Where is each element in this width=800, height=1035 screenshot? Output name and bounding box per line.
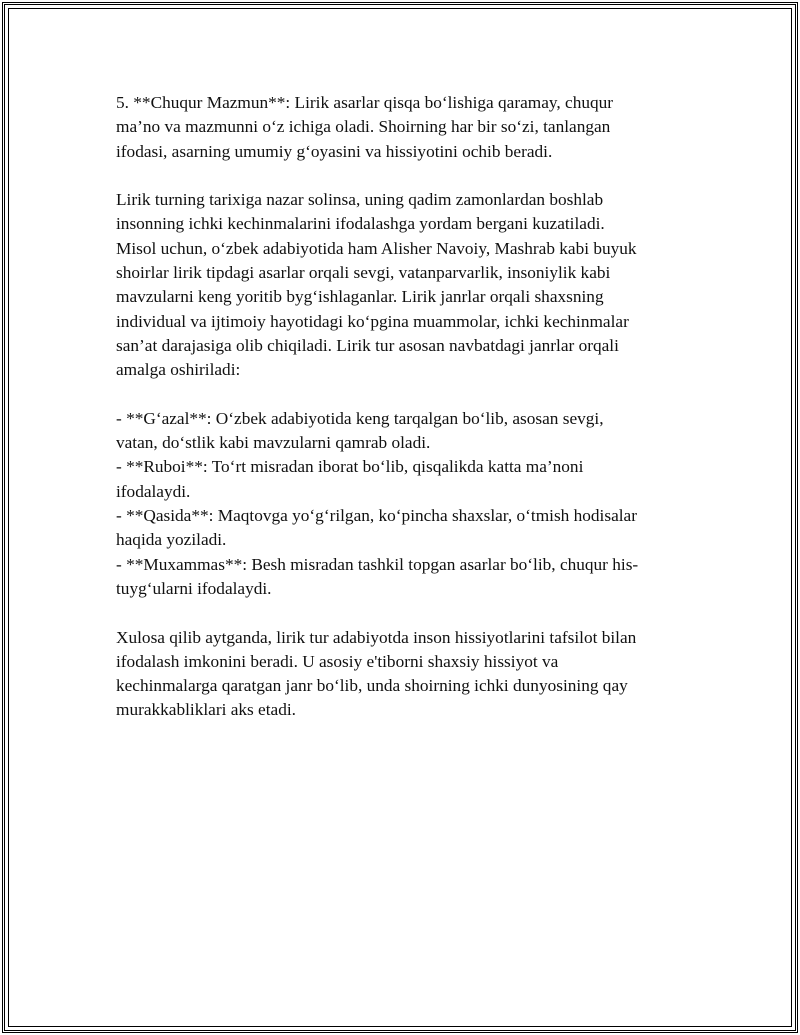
text-line: amalga oshiriladi:	[116, 360, 241, 380]
paragraph-gap	[116, 383, 684, 407]
list-item-line: haqida yoziladi.	[116, 530, 227, 550]
list-item-line: vatan, do‘stlik kabi mavzularni qamrab oladi.	[116, 433, 431, 453]
list-item-line: tuyg‘ularni ifodalaydi.	[116, 578, 272, 598]
paragraph-gap	[116, 164, 684, 188]
text-line: ma’no va mazmunni o‘z ichiga oladi. Shoirning har bir so‘zi, tanlangan	[116, 117, 611, 137]
text-line: Lirik turning tarixiga nazar solinsa, uning qadim zamonlardan boshlab	[116, 190, 604, 210]
text-line: Misol uchun, o‘zbek adabiyotida ham Alisher Navoiy, Mashrab kabi buyuk	[116, 238, 637, 258]
paragraph-gap	[116, 601, 684, 625]
text-line: 5. **Chuqur Mazmun**: Lirik asarlar qisqa bo‘lishiga qaramay, chuqur	[116, 93, 614, 112]
text-line: ifodalash imkonini beradi. U asosiy e'tiborni shaxsiy hissiyot va	[116, 651, 559, 671]
text-line: san’at darajasiga olib chiqiladi. Lirik tur asosan navbatdagi janrlar orqali	[116, 335, 619, 355]
text-line: murakkabliklari aks etadi.	[116, 700, 296, 720]
paragraph-janrlar-list	[116, 407, 684, 601]
text-line: ifodasi, asarning umumiy g‘oyasini va hissiyotini ochib beradi.	[116, 141, 553, 161]
text-line: mavzularni keng yoritib byg‘ishlaganlar. Lirik janrlar orqali shaxsning	[116, 287, 604, 307]
list-item-line: ifodalaydi.	[116, 481, 191, 501]
paragraph-chuqur-mazmun	[116, 91, 684, 164]
text-line: kechinmalarga qaratgan janr bo‘lib, unda shoirning ichki dunyosining qay	[116, 676, 628, 696]
list-item-line: - **Muxammas**: Besh misradan tashkil topgan asarlar bo‘lib, chuqur his-	[116, 554, 639, 574]
list-item-line: - **Ruboi**: To‘rt misradan iborat bo‘lib, qisqalikda katta ma’noni	[116, 457, 584, 477]
text-line: insonning ichki kechinmalarini ifodalashga yordam bergani kuzatiladi.	[116, 214, 605, 234]
paragraph-xulosa	[116, 626, 684, 723]
text-line: individual va ijtimoiy hayotidagi ko‘pgina muammolar, ichki kechinmalar	[116, 311, 629, 331]
paragraph-lirik-tarixi	[116, 188, 684, 382]
document-body	[116, 91, 684, 723]
document-page	[2, 2, 798, 1033]
list-item-line: - **G‘azal**: O‘zbek adabiyotida keng tarqalgan bo‘lib, asosan sevgi,	[116, 408, 604, 428]
text-line: shoirlar lirik tipdagi asarlar orqali sevgi, vatanparvarlik, insoniylik kabi	[116, 263, 611, 283]
text-line: Xulosa qilib aytganda, lirik tur adabiyotda inson hissiyotlarini tafsilot bilan	[116, 627, 637, 647]
list-item-line: - **Qasida**: Maqtovga yo‘g‘rilgan, ko‘pincha shaxslar, o‘tmish hodisalar	[116, 506, 637, 526]
